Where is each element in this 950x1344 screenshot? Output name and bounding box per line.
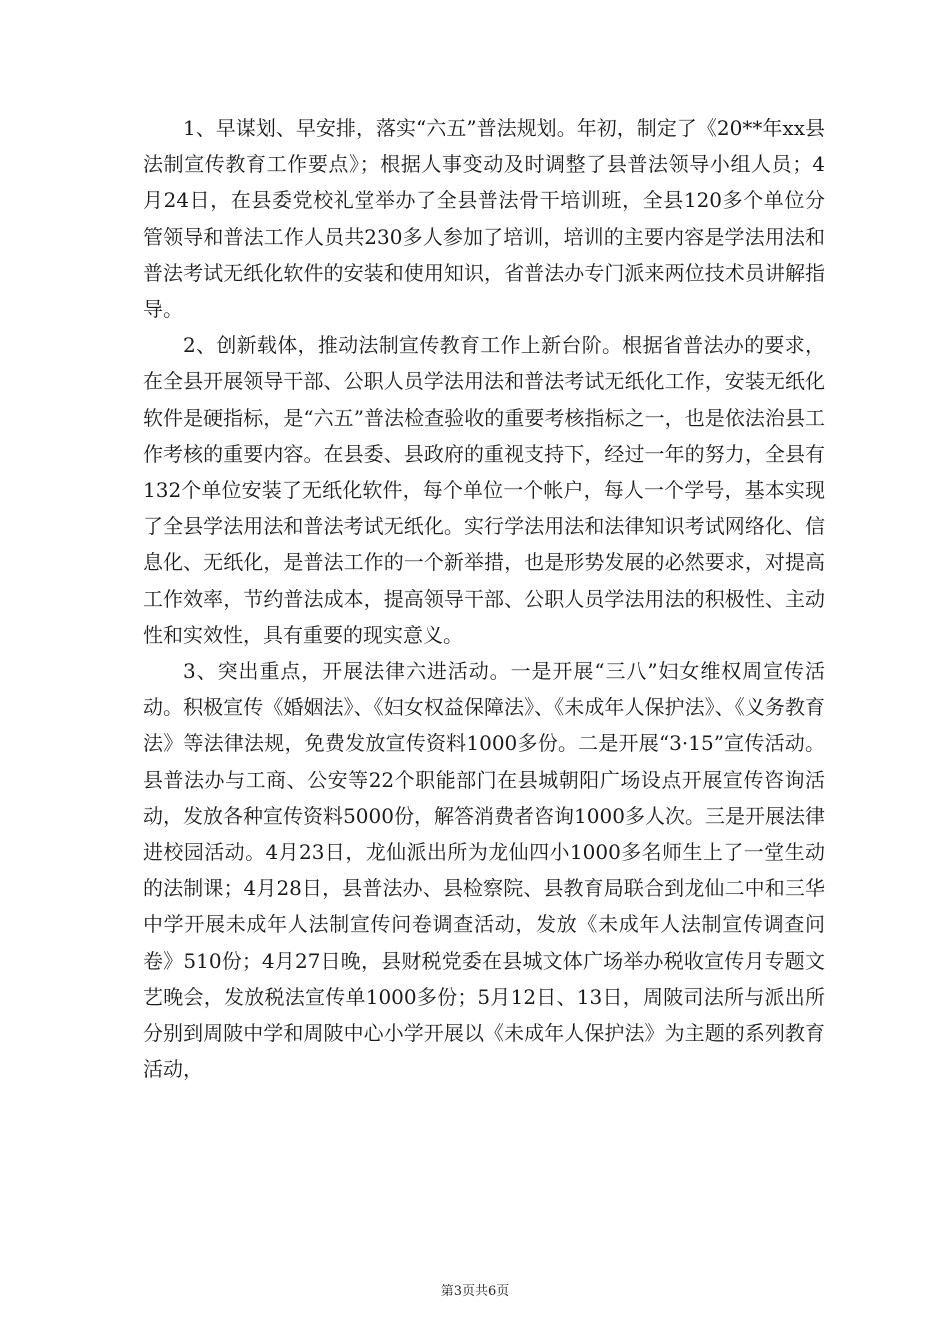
paragraph-1: 1、早谋划、早安排，落实“六五”普法规划。年初，制定了《20**年xx县法制宣传教育工作要点》；根据人事变动及时调整了县普法领导小组人员；4月24日，在县委党校礼堂举办了全县普法骨干培训班，全县120多个单位分管领导和普法工作人员共230多人参加了培训，培训的主要内容是学法用法和普法考试无纸化软件的安装和使用知识，省普法办专门派来两位技术员讲解指导。 bbox=[143, 116, 825, 322]
document-body bbox=[143, 110, 825, 1087]
paragraph-3: 3、突出重点，开展法律六进活动。一是开展“三八”妇女维权周宣传活动。积极宣传《婚姻法》、《妇女权益保障法》、《未成年人保护法》、《义务教育法》等法律法规，免费发放宣传资料1000多份。二是开展“3·15”宣传活动。县普法办与工商、公安等22个职能部门在县城朝阳广场设点开展宣传咨询活动，发放各种宣传资料5000份，解答消费者咨询1000多人次。三是开展法律进校园活动。4月23日，龙仙派出所为龙仙四小1000多名师生上了一堂生动的法制课；4月28日，县普法办、县检察院、县教育局联合到龙仙二中和三华中学开展未成年人法制宣传问卷调查活动，发放《未成年人法制宣传调查问卷》510份；4月27日晚，县财税党委在县城文体广场举办税收宣传月专题文艺晚会，发放税法宣传单1000多份；5月12日、13日，周陂司法所与派出所分别到周陂中学和周陂中心小学开展以《未成年人保护法》为主题的系列教育活动， bbox=[143, 659, 825, 1082]
page-number-footer: 第3页共6页 bbox=[440, 1284, 510, 1299]
paragraph-2: 2、创新载体，推动法制宣传教育工作上新台阶。根据省普法办的要求，在全县开展领导干部、公职人员学法用法和普法考试无纸化工作，安装无纸化软件是硬指标，是“六五”普法检查验收的重要考核指标之一，也是依法治县工作考核的重要内容。在县委、县政府的重视支持下，经过一年的努力，全县有132个单位安装了无纸化软件，每个单位一个帐户，每人一个学号，基本实现了全县学法用法和普法考试无纸化。实行学法用法和法律知识考试网络化、信息化、无纸化，是普法工作的一个新举措，也是形势发展的必然要求，对提高工作效率，节约普法成本，提高领导干部、公职人员学法用法的积极性、主动性和实效性，具有重要的现实意义。 bbox=[143, 333, 825, 647]
